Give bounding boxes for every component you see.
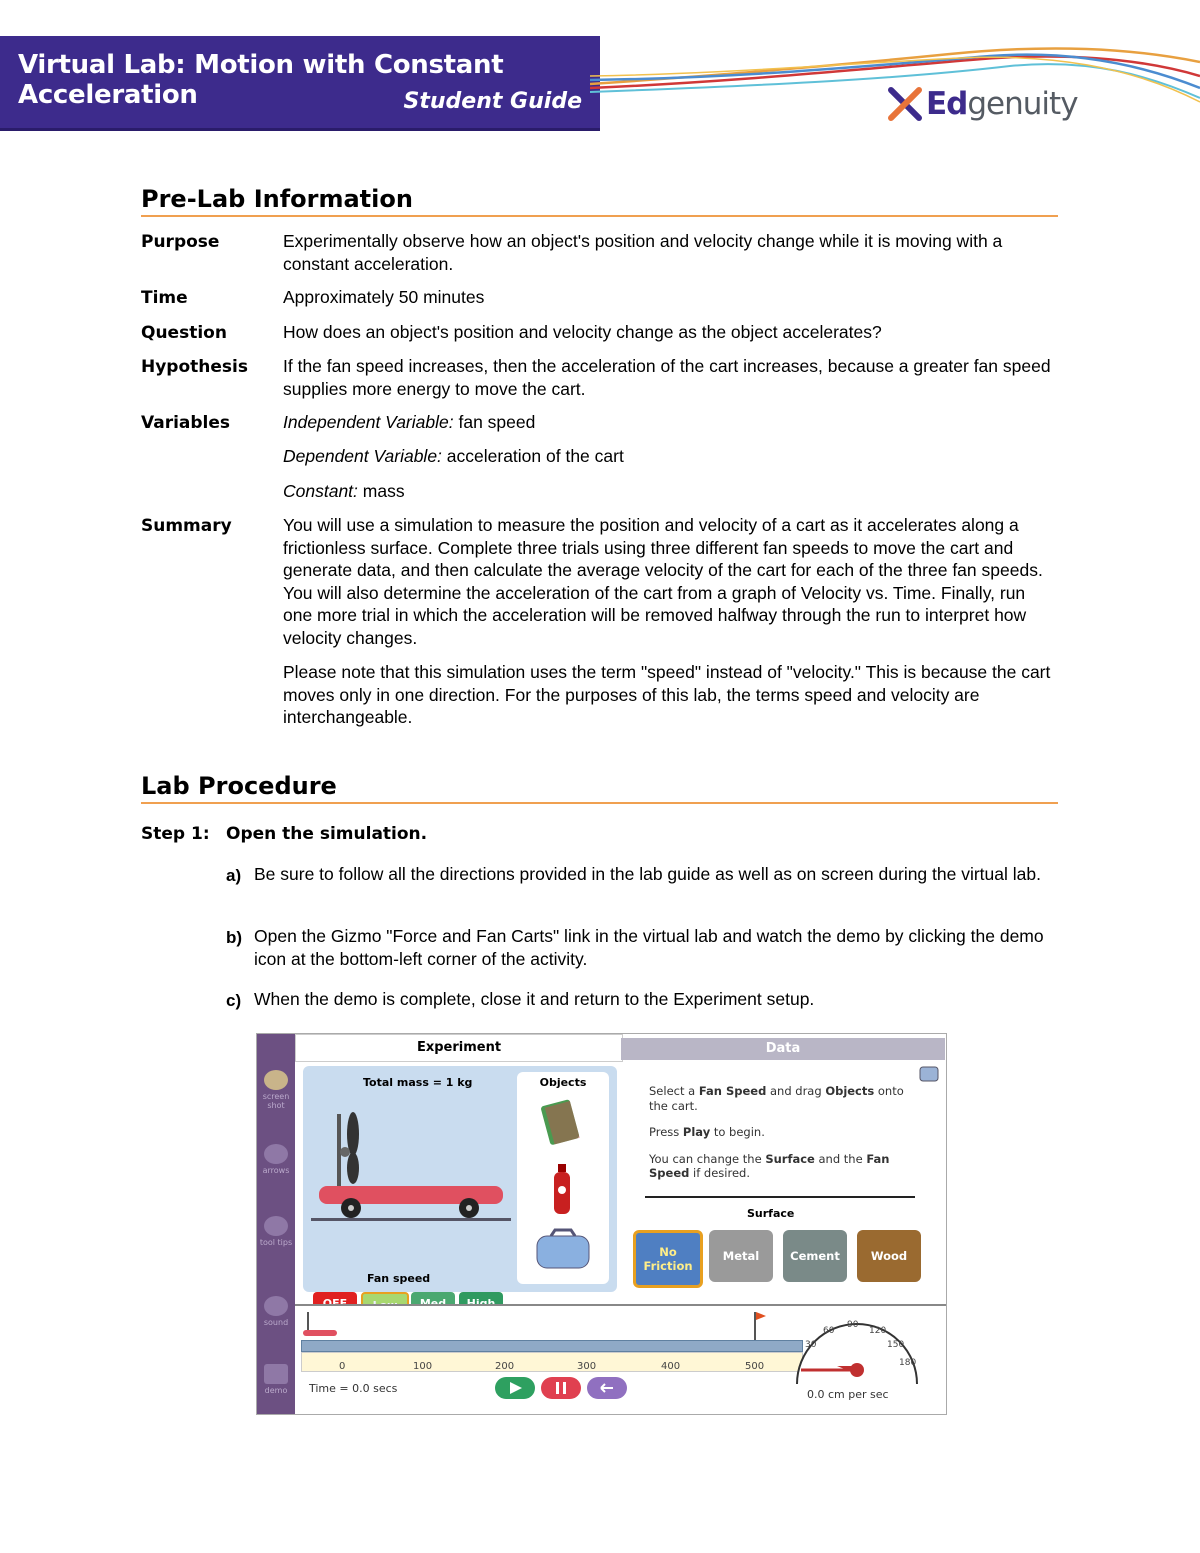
- fan-cart-illustration[interactable]: [311, 1094, 511, 1224]
- gauge-tick-60: 60: [823, 1326, 835, 1336]
- sim-sidebar: [257, 1034, 295, 1414]
- hypothesis-label: Hypothesis: [141, 357, 248, 377]
- dependent-variable: Dependent Variable: acceleration of the cart: [283, 446, 624, 466]
- surface-divider: [645, 1196, 915, 1198]
- instructions-text: Select a Fan Speed and drag Objects onto the cart. Press Play to begin. You can change the Surface and the Fan Speed if desired.: [649, 1084, 904, 1180]
- finish-flag-icon: [752, 1310, 768, 1340]
- sidebar-tool-tips[interactable]: tool tips: [257, 1216, 295, 1247]
- summary-label: Summary: [141, 516, 232, 536]
- play-icon: [495, 1377, 535, 1399]
- prelab-heading: Pre-Lab Information: [141, 185, 413, 213]
- sidebar-screen-shot[interactable]: screen shot: [257, 1070, 295, 1110]
- gauge-tick-120: 120: [869, 1326, 887, 1336]
- demo-icon: [264, 1364, 288, 1384]
- tooltip-icon: [264, 1216, 288, 1236]
- objects-label: Objects: [539, 1076, 587, 1089]
- time-label: Time: [141, 288, 188, 308]
- document-title: Virtual Lab: Motion with Constant Acceleration: [18, 50, 504, 110]
- time-readout: Time = 0.0 secs: [309, 1382, 398, 1395]
- play-button[interactable]: [495, 1377, 535, 1399]
- summary-paragraph-2: Please note that this simulation uses the term "speed" instead of "velocity." This is because the cart moves only in one direction. For the purposes of this lab, the terms speed and velocity are interchangeable.: [283, 662, 1051, 727]
- tab-data[interactable]: Data: [621, 1038, 945, 1060]
- variables-label: Variables: [141, 413, 231, 433]
- surface-no-friction-button[interactable]: No Friction: [633, 1230, 703, 1288]
- objects-box: [517, 1072, 609, 1284]
- procedure-rule: [141, 802, 1058, 804]
- question-text: How does an object's position and velocity change as the object accelerates?: [283, 322, 882, 342]
- reset-icon: [587, 1377, 627, 1399]
- sidebar-demo[interactable]: demo: [257, 1364, 295, 1395]
- item-c-text: When the demo is complete, close it and return to the Experiment setup.: [254, 989, 815, 1009]
- header-banner: [0, 36, 600, 131]
- speed-readout: 0.0 cm per sec: [807, 1388, 889, 1401]
- step-title: Open the simulation.: [226, 824, 428, 844]
- independent-variable: Independent Variable: fan speed: [283, 412, 536, 432]
- hypothesis-text: If the fan speed increases, then the acceleration of the cart increases, because a greater fan speed supplies more energy to move the cart.: [283, 356, 1051, 399]
- fan-speed-label: Fan speed: [367, 1272, 431, 1285]
- purpose-text: Experimentally observe how an object's position and velocity change while it is moving with a constant acceleration.: [283, 231, 1003, 274]
- lunchbox-object-icon[interactable]: [533, 1228, 593, 1272]
- document-subtitle: Student Guide: [403, 89, 582, 114]
- ruler: [301, 1352, 803, 1372]
- sidebar-arrows[interactable]: arrows: [257, 1144, 295, 1175]
- gauge-tick-30: 30: [805, 1340, 817, 1350]
- step-label: Step 1:: [141, 824, 210, 844]
- pause-icon: [541, 1377, 581, 1399]
- item-a-marker: a): [226, 866, 242, 885]
- surface-cement-button[interactable]: Cement: [783, 1230, 847, 1282]
- ruler-tick-400: 400: [661, 1361, 681, 1372]
- constant-variable: Constant: mass: [283, 481, 405, 501]
- ruler-tick-300: 300: [577, 1361, 597, 1372]
- item-c-marker: c): [226, 991, 242, 1010]
- edgenuity-x-icon: [888, 87, 922, 121]
- procedure-heading: Lab Procedure: [141, 772, 337, 800]
- track: [301, 1340, 803, 1352]
- brand-name: Edgenuity: [926, 86, 1078, 122]
- gauge-tick-150: 150: [887, 1340, 905, 1350]
- ruler-tick-200: 200: [495, 1361, 515, 1372]
- sidebar-sound[interactable]: sound: [257, 1296, 295, 1327]
- tab-experiment[interactable]: Experiment: [295, 1034, 623, 1062]
- item-b-text: Open the Gizmo "Force and Fan Carts" link in the virtual lab and watch the demo by clicking the demo icon at the bottom-left corner of the activity.: [254, 926, 1044, 969]
- total-mass-label: Total mass = 1 kg: [363, 1076, 473, 1089]
- purpose-label: Purpose: [141, 232, 220, 252]
- arrows-icon: [264, 1144, 288, 1164]
- simulation-screenshot: [256, 1033, 947, 1415]
- surface-label: Surface: [747, 1207, 795, 1220]
- pause-button[interactable]: [541, 1377, 581, 1399]
- start-cart-icon: [301, 1310, 341, 1340]
- ruler-tick-100: 100: [413, 1361, 433, 1372]
- prelab-rule: [141, 215, 1058, 217]
- ruler-tick-500: 500: [745, 1361, 765, 1372]
- gauge-tick-180: 180: [899, 1358, 917, 1368]
- item-a-text: Be sure to follow all the directions provided in the lab guide as well as on screen during the virtual lab.: [254, 864, 1041, 884]
- bottle-object-icon[interactable]: [551, 1164, 573, 1216]
- ruler-tick-0: 0: [339, 1361, 346, 1372]
- reset-button[interactable]: [587, 1377, 627, 1399]
- sound-icon: [264, 1296, 288, 1316]
- time-text: Approximately 50 minutes: [283, 287, 485, 307]
- gauge-tick-90: 90: [847, 1320, 859, 1330]
- settings-icon[interactable]: [919, 1064, 939, 1082]
- summary-paragraph-1: You will use a simulation to measure the position and velocity of a cart as it accelerates along a frictionless surface. Complete three trials using three different fan speeds to move the cart and generate data, and then calculate the average velocity of the cart for each of the three fan speeds. You will also determine the acceleration of the cart from a graph of Velocity vs. Time. Finally, run one more trial in which the acceleration will be removed halfway through the run to interpret how velocity changes.: [283, 515, 1043, 648]
- edgenuity-logo: [888, 84, 1078, 124]
- item-b-marker: b): [226, 928, 243, 947]
- book-object-icon[interactable]: [541, 1098, 581, 1146]
- surface-wood-button[interactable]: Wood: [857, 1230, 921, 1282]
- camera-icon: [264, 1070, 288, 1090]
- question-label: Question: [141, 323, 227, 343]
- surface-metal-button[interactable]: Metal: [709, 1230, 773, 1282]
